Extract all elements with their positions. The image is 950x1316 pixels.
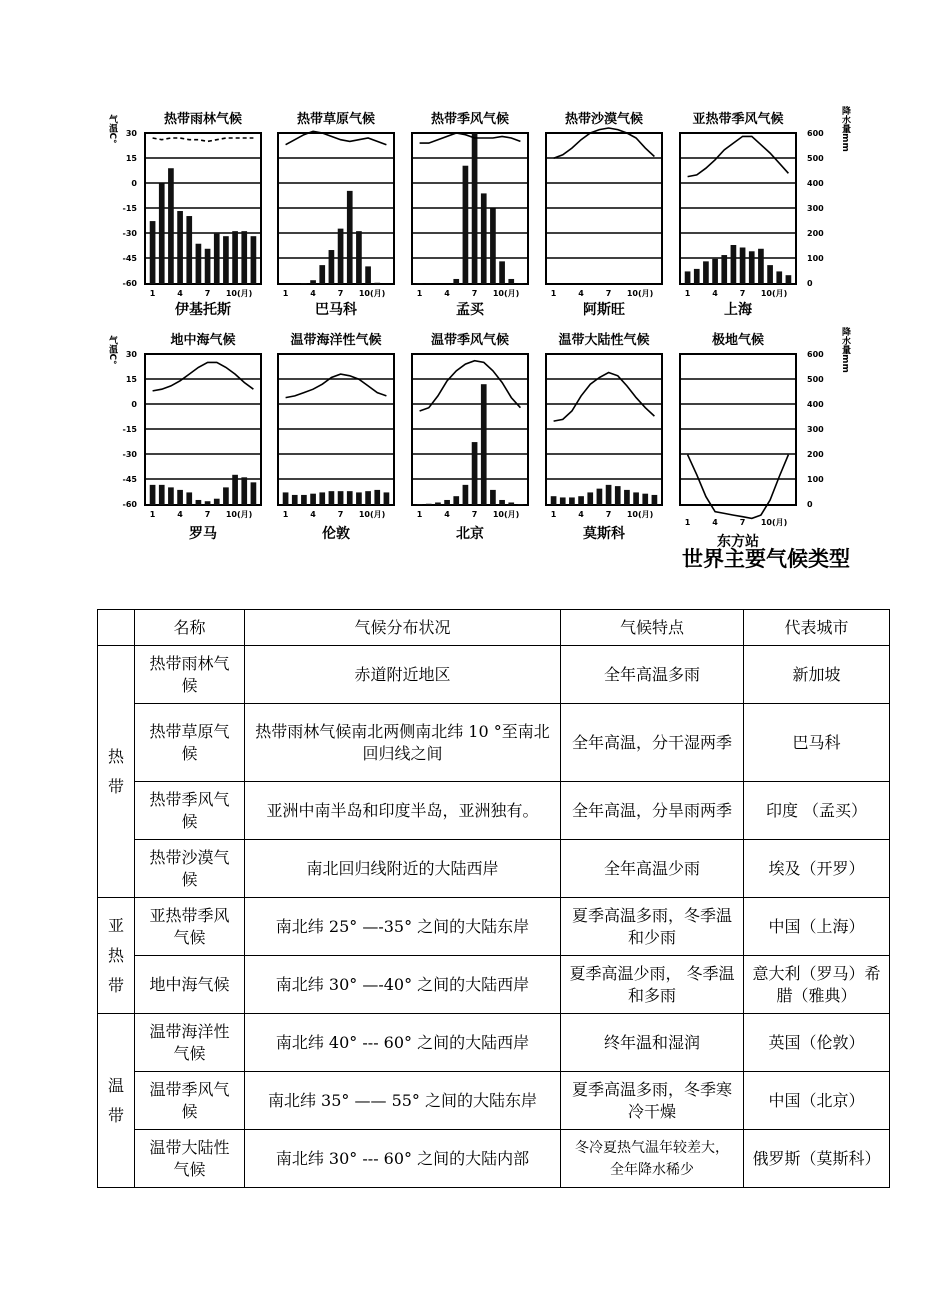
precipitation-bar [241, 231, 247, 284]
header-blank [98, 610, 135, 646]
month-tick-label: 7 [471, 510, 478, 519]
precipitation-bar [205, 249, 211, 284]
temperature-tick-label: 15 [125, 375, 137, 384]
month-tick-label: 1 [282, 289, 289, 298]
precipitation-bar [417, 283, 423, 284]
precipitation-bar [150, 485, 156, 505]
precipitation-bar [776, 271, 782, 284]
month-tick-label: 1 [282, 510, 289, 519]
climate-distribution: 南北纬 35° —— 55° 之间的大陆东岸 [245, 1072, 561, 1130]
precipitation-bar [283, 492, 289, 505]
month-tick-label: 10(月) [492, 510, 520, 519]
climate-features: 夏季高温少雨， 冬季温和多雨 [561, 956, 744, 1014]
month-tick-label: 10(月) [225, 510, 253, 519]
temperature-line [688, 455, 789, 519]
temperature-tick-label: 30 [125, 129, 137, 138]
zone-label: 热带 [108, 746, 125, 796]
precipitation-bar [214, 234, 220, 284]
month-tick-label: 1 [684, 289, 691, 298]
precipitation-bar [597, 489, 603, 505]
precipitation-tick-label: 100 [807, 254, 824, 263]
table-row [98, 1072, 890, 1130]
station-name: 阿斯旺 [583, 302, 625, 318]
precipitation-tick-label: 300 [807, 204, 824, 213]
table-row [98, 898, 890, 956]
month-tick-label: 10(月) [225, 289, 253, 298]
precipitation-bar [551, 496, 557, 505]
chart-title: 温带季风气候 [430, 333, 510, 348]
precipitation-bar [694, 269, 700, 284]
precipitation-bar [329, 250, 335, 284]
table-row [98, 956, 890, 1014]
month-tick-label: 4 [310, 289, 316, 298]
temperature-tick-label: -45 [122, 254, 137, 263]
representative-city: 意大利（罗马）希腊（雅典） [744, 956, 890, 1014]
representative-city: 新加坡 [744, 646, 890, 704]
table-row [98, 782, 890, 840]
month-tick-label: 7 [337, 289, 344, 298]
representative-city: 英国（伦敦） [744, 1014, 890, 1072]
precipitation-bar [186, 492, 192, 505]
month-tick-label: 7 [337, 510, 344, 519]
month-tick-label: 4 [310, 510, 316, 519]
precipitation-bar [508, 502, 514, 505]
header-distribution: 气候分布状况 [245, 610, 561, 646]
precipitation-bar [177, 490, 183, 505]
climate-distribution: 南北回归线附近的大陆西岸 [245, 840, 561, 898]
month-tick-label: 4 [712, 518, 718, 527]
precipitation-bar [499, 500, 505, 505]
precipitation-bar [508, 279, 514, 284]
month-tick-label: 1 [550, 289, 557, 298]
precipitation-bar [444, 500, 450, 505]
month-tick-label: 1 [416, 289, 423, 298]
month-tick-label: 7 [471, 289, 478, 298]
precipitation-bar [223, 487, 229, 505]
precipitation-bar [472, 133, 478, 284]
precipitation-bar [196, 500, 202, 505]
precipitation-bar [301, 495, 307, 505]
precipitation-bar [518, 283, 524, 284]
precipitation-bar [740, 248, 746, 284]
station-name: 巴马科 [315, 302, 357, 318]
precipitation-bar [301, 283, 307, 284]
precipitation-axis-label: 降水量mm [840, 106, 850, 152]
climate-name: 温带季风气候 [135, 1072, 245, 1130]
month-tick-label: 10(月) [492, 289, 520, 298]
precipitation-bar [251, 236, 257, 284]
month-tick-label: 10(月) [626, 289, 654, 298]
precipitation-bar [384, 492, 390, 505]
month-tick-label: 7 [739, 518, 746, 527]
representative-city: 埃及（开罗） [744, 840, 890, 898]
climate-distribution: 南北纬 40° --- 60° 之间的大陆西岸 [245, 1014, 561, 1072]
precipitation-tick-label: 500 [807, 375, 824, 384]
precipitation-bar [338, 491, 344, 505]
month-tick-label: 1 [149, 510, 156, 519]
precipitation-bar [374, 283, 380, 284]
table-row [98, 704, 890, 782]
temperature-line [286, 374, 387, 398]
precipitation-bar [177, 211, 183, 284]
zone-label: 温带 [108, 1075, 125, 1125]
station-name: 罗马 [189, 526, 217, 542]
month-tick-label: 10(月) [760, 518, 788, 527]
climate-features: 终年温和湿润 [561, 1014, 744, 1072]
temperature-line [420, 133, 521, 143]
month-tick-label: 4 [712, 289, 718, 298]
precipitation-bar [159, 485, 165, 505]
temperature-tick-label: 0 [131, 179, 137, 188]
precipitation-bar [232, 475, 238, 505]
climate-name: 温带大陆性气候 [135, 1130, 245, 1188]
temperature-axis-label: 气温C° [107, 114, 117, 144]
climate-name: 温带海洋性气候 [135, 1014, 245, 1072]
precipitation-bar [758, 249, 764, 284]
representative-city: 中国（北京） [744, 1072, 890, 1130]
climate-charts-figure [0, 0, 950, 590]
temperature-axis-label: 气温C° [107, 335, 117, 365]
precipitation-bar [365, 266, 371, 284]
temperature-tick-label: -15 [122, 204, 137, 213]
precipitation-tick-label: 600 [807, 350, 824, 359]
chart-title: 温带大陆性气候 [558, 333, 650, 348]
precipitation-bar [786, 275, 792, 284]
precipitation-bar [356, 231, 362, 284]
precipitation-bar [606, 485, 612, 505]
precipitation-bar [453, 279, 459, 284]
precipitation-bar [232, 231, 238, 284]
precipitation-bar [490, 490, 496, 505]
precipitation-tick-label: 300 [807, 425, 824, 434]
climate-distribution: 南北纬 25° —-35° 之间的大陆东岸 [245, 898, 561, 956]
climate-name: 热带沙漠气候 [135, 840, 245, 898]
zone-label: 亚热带 [108, 915, 125, 995]
month-tick-label: 4 [444, 289, 450, 298]
figure-title: 世界主要气候类型 [682, 547, 850, 571]
precipitation-bar [499, 261, 505, 284]
precipitation-tick-label: 0 [807, 500, 813, 509]
station-name: 伊基托斯 [175, 302, 231, 318]
month-tick-label: 4 [177, 289, 183, 298]
precipitation-bar [251, 482, 257, 505]
precipitation-bar [481, 384, 487, 505]
climate-table [97, 609, 890, 1188]
climate-features: 夏季高温多雨，冬季寒冷干燥 [561, 1072, 744, 1130]
month-tick-label: 1 [416, 510, 423, 519]
precipitation-bar [374, 490, 380, 505]
temperature-tick-label: -30 [122, 229, 137, 238]
month-tick-label: 1 [550, 510, 557, 519]
month-tick-label: 7 [204, 510, 211, 519]
chart-title: 极地气候 [711, 333, 765, 348]
precipitation-bar [703, 261, 709, 284]
climate-features: 全年高温多雨 [561, 646, 744, 704]
precipitation-bar [356, 492, 362, 505]
climate-features: 冬冷夏热气温年较差大，全年降水稀少 [561, 1130, 744, 1188]
precipitation-bar [578, 496, 584, 505]
station-name: 莫斯科 [583, 526, 625, 542]
chart-title: 热带草原气候 [296, 112, 376, 127]
precipitation-bar [417, 504, 423, 505]
precipitation-bar [587, 492, 593, 505]
month-tick-label: 7 [739, 289, 746, 298]
precipitation-bar [319, 492, 325, 505]
precipitation-bar [749, 251, 755, 284]
precipitation-bar [329, 491, 335, 505]
temperature-tick-label: 30 [125, 350, 137, 359]
station-name: 北京 [456, 526, 484, 542]
precipitation-bar [463, 166, 469, 284]
precipitation-tick-label: 400 [807, 400, 824, 409]
precipitation-bar [347, 491, 353, 505]
precipitation-bar [426, 504, 432, 505]
header-features: 气候特点 [561, 610, 744, 646]
precipitation-bar [205, 501, 211, 505]
header-city: 代表城市 [744, 610, 890, 646]
chart-title: 温带海洋性气候 [290, 333, 382, 348]
station-name: 孟买 [456, 302, 484, 318]
precipitation-tick-label: 400 [807, 179, 824, 188]
temperature-tick-label: -60 [122, 500, 137, 509]
climate-distribution: 热带雨林气候南北两侧南北纬 10 °至南北回归线之间 [245, 704, 561, 782]
precipitation-bar [633, 492, 639, 505]
precipitation-bar [168, 487, 174, 505]
climate-name: 热带草原气候 [135, 704, 245, 782]
month-tick-label: 4 [444, 510, 450, 519]
precipitation-tick-label: 600 [807, 129, 824, 138]
zone-temperate [98, 1014, 135, 1188]
precipitation-bar [685, 271, 691, 284]
temperature-tick-label: 15 [125, 154, 137, 163]
climate-features: 全年高温少雨 [561, 840, 744, 898]
header-name: 名称 [135, 610, 245, 646]
month-tick-label: 10(月) [358, 510, 386, 519]
precipitation-bar [310, 280, 316, 284]
climate-distribution: 亚洲中南半岛和印度半岛，亚洲独有。 [245, 782, 561, 840]
zone-subtropical [98, 898, 135, 1014]
precipitation-bar [472, 442, 478, 505]
precipitation-tick-label: 100 [807, 475, 824, 484]
precipitation-bar [365, 491, 371, 505]
climate-name: 亚热带季风气候 [135, 898, 245, 956]
climate-features: 全年高温，分干湿两季 [561, 704, 744, 782]
month-tick-label: 7 [605, 510, 612, 519]
precipitation-bar [241, 477, 247, 505]
temperature-line [153, 138, 254, 141]
precipitation-bar [712, 259, 718, 284]
precipitation-bar [310, 494, 316, 505]
precipitation-bar [463, 485, 469, 505]
precipitation-tick-label: 200 [807, 450, 824, 459]
precipitation-bar [518, 504, 524, 505]
precipitation-bar [453, 496, 459, 505]
table-row [98, 1130, 890, 1188]
temperature-line [688, 136, 789, 176]
table-row [98, 646, 890, 704]
temperature-line [153, 362, 254, 391]
climate-distribution: 赤道附近地区 [245, 646, 561, 704]
precipitation-bar [642, 494, 648, 505]
precipitation-bar [347, 191, 353, 284]
precipitation-bar [490, 209, 496, 285]
precipitation-axis-label: 降水量mm [840, 327, 850, 373]
precipitation-bar [731, 245, 737, 284]
precipitation-bar [615, 486, 621, 505]
representative-city: 中国（上海） [744, 898, 890, 956]
station-name: 东方站 [717, 534, 759, 550]
representative-city: 巴马科 [744, 704, 890, 782]
chart-title: 热带季风气候 [430, 112, 510, 127]
month-tick-label: 7 [605, 289, 612, 298]
precipitation-tick-label: 0 [807, 279, 813, 288]
precipitation-bar [196, 244, 202, 284]
climate-name: 热带季风气候 [135, 782, 245, 840]
temperature-tick-label: -60 [122, 279, 137, 288]
month-tick-label: 10(月) [358, 289, 386, 298]
climate-features: 全年高温，分旱雨两季 [561, 782, 744, 840]
precipitation-bar [560, 497, 566, 505]
climate-name: 地中海气候 [135, 956, 245, 1014]
precipitation-bar [292, 495, 298, 505]
precipitation-bar [435, 502, 441, 505]
precipitation-bar [652, 495, 658, 505]
zone-tropical [98, 646, 135, 898]
chart-title: 地中海气候 [170, 333, 236, 348]
precipitation-tick-label: 200 [807, 229, 824, 238]
precipitation-bar [569, 497, 575, 505]
station-name: 伦敦 [322, 526, 350, 542]
month-tick-label: 10(月) [760, 289, 788, 298]
chart-title: 热带沙漠气候 [564, 112, 644, 127]
month-tick-label: 4 [578, 289, 584, 298]
precipitation-tick-label: 500 [807, 154, 824, 163]
climate-distribution: 南北纬 30° —-40° 之间的大陆西岸 [245, 956, 561, 1014]
representative-city: 俄罗斯（莫斯科） [744, 1130, 890, 1188]
precipitation-bar [721, 255, 727, 284]
temperature-tick-label: -45 [122, 475, 137, 484]
temperature-tick-label: -15 [122, 425, 137, 434]
climate-distribution: 南北纬 30° --- 60° 之间的大陆内部 [245, 1130, 561, 1188]
precipitation-bar [338, 229, 344, 284]
temperature-tick-label: -30 [122, 450, 137, 459]
month-tick-label: 1 [684, 518, 691, 527]
precipitation-bar [150, 221, 156, 284]
month-tick-label: 7 [204, 289, 211, 298]
month-tick-label: 10(月) [626, 510, 654, 519]
precipitation-bar [767, 265, 773, 284]
climate-features: 夏季高温多雨，冬季温和少雨 [561, 898, 744, 956]
chart-title: 热带雨林气候 [163, 112, 243, 127]
precipitation-bar [214, 499, 220, 505]
representative-city: 印度 （孟买） [744, 782, 890, 840]
precipitation-bar [624, 490, 630, 505]
month-tick-label: 1 [149, 289, 156, 298]
month-tick-label: 4 [578, 510, 584, 519]
precipitation-bar [186, 216, 192, 284]
table-row [98, 840, 890, 898]
precipitation-bar [223, 236, 229, 284]
precipitation-bar [168, 168, 174, 284]
month-tick-label: 4 [177, 510, 183, 519]
station-name: 上海 [724, 302, 752, 318]
table-header-row [98, 610, 890, 646]
precipitation-bar [159, 183, 165, 284]
precipitation-bar [481, 193, 487, 284]
climate-name: 热带雨林气候 [135, 646, 245, 704]
precipitation-bar [319, 265, 325, 284]
chart-title: 亚热带季风气候 [692, 112, 784, 127]
temperature-tick-label: 0 [131, 400, 137, 409]
table-row [98, 1014, 890, 1072]
